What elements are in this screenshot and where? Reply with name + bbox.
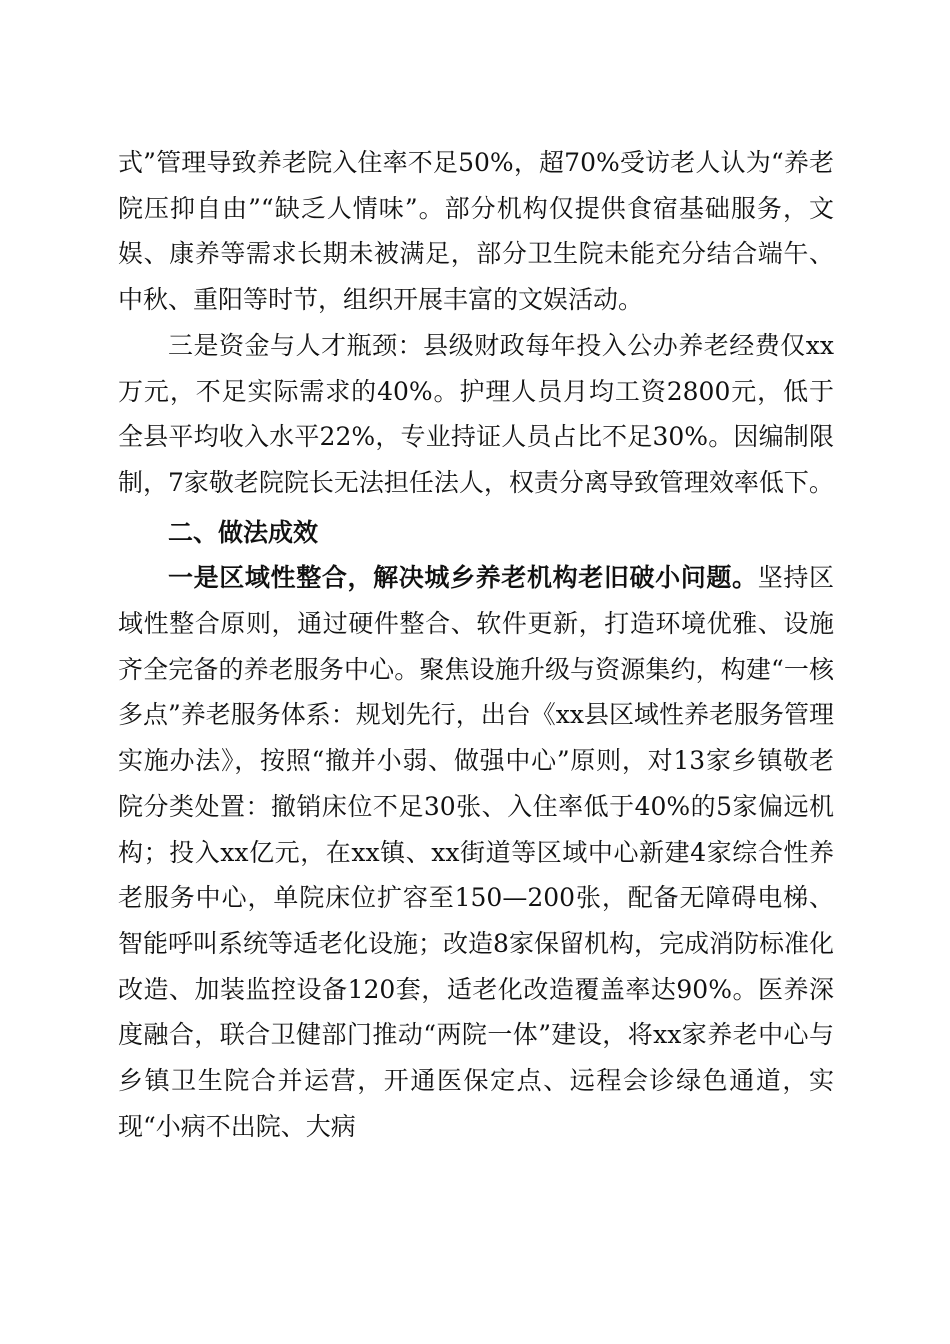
paragraph-body-text: 坚持区域性整合原则，通过硬件整合、软件更新，打造环境优雅、设施齐全完备的养老服务中心。聚焦设施升级与资源集约，构建“一核多点”养老服务体系：规划先行，出台《xx县区域性养老服务管理实施办法》，按照“撤并小弱、做强中心”原则，对13家乡镇敬老院分类处置：撤销床位不足30张、入住率低于40%的5家偏远机构；投入xx亿元，在xx镇、xx街道等区域中心新建4家综合性养老服务中心，单院床位扩容至150—200张，配备无障碍电梯、智能呼叫系统等适老化设施；改造8家保留机构，完成消防标准化改造、加装监控设备120套，适老化改造覆盖率达90%。医养深度融合，联合卫健部门推动“两院一体”建设，将xx家养老中心与乡镇卫生院合并运营，开通医保定点、远程会诊绿色通道，实现“小病不出院、大病 xyxy=(118,563,834,1141)
paragraph-regional-integration xyxy=(118,555,834,1149)
paragraph-funding-talent: 三是资金与人才瓶颈：县级财政每年投入公办养老经费仅xx万元，不足实际需求的40%。护理人员月均工资2800元，低于全县平均收入水平22%，专业持证人员占比不足30%。因编制限制，7家敬老院院长无法担任法人，权责分离导致管理效率低下。 xyxy=(118,330,834,497)
section-heading: 二、做法成效 xyxy=(168,517,319,547)
paragraph-continuation: 式”管理导致养老院入住率不足50%，超70%受访老人认为“养老院压抑自由”“缺乏人情味”。部分机构仅提供食宿基础服务，文娱、康养等需求长期未被满足，部分卫生院未能充分结合端午、中秋、重阳等时节，组织开展丰富的文娱活动。 xyxy=(118,148,834,315)
document-body xyxy=(118,140,834,1149)
paragraph-lead-sentence: 一是区域性整合，解决城乡养老机构老旧破小问题。 xyxy=(168,563,758,593)
